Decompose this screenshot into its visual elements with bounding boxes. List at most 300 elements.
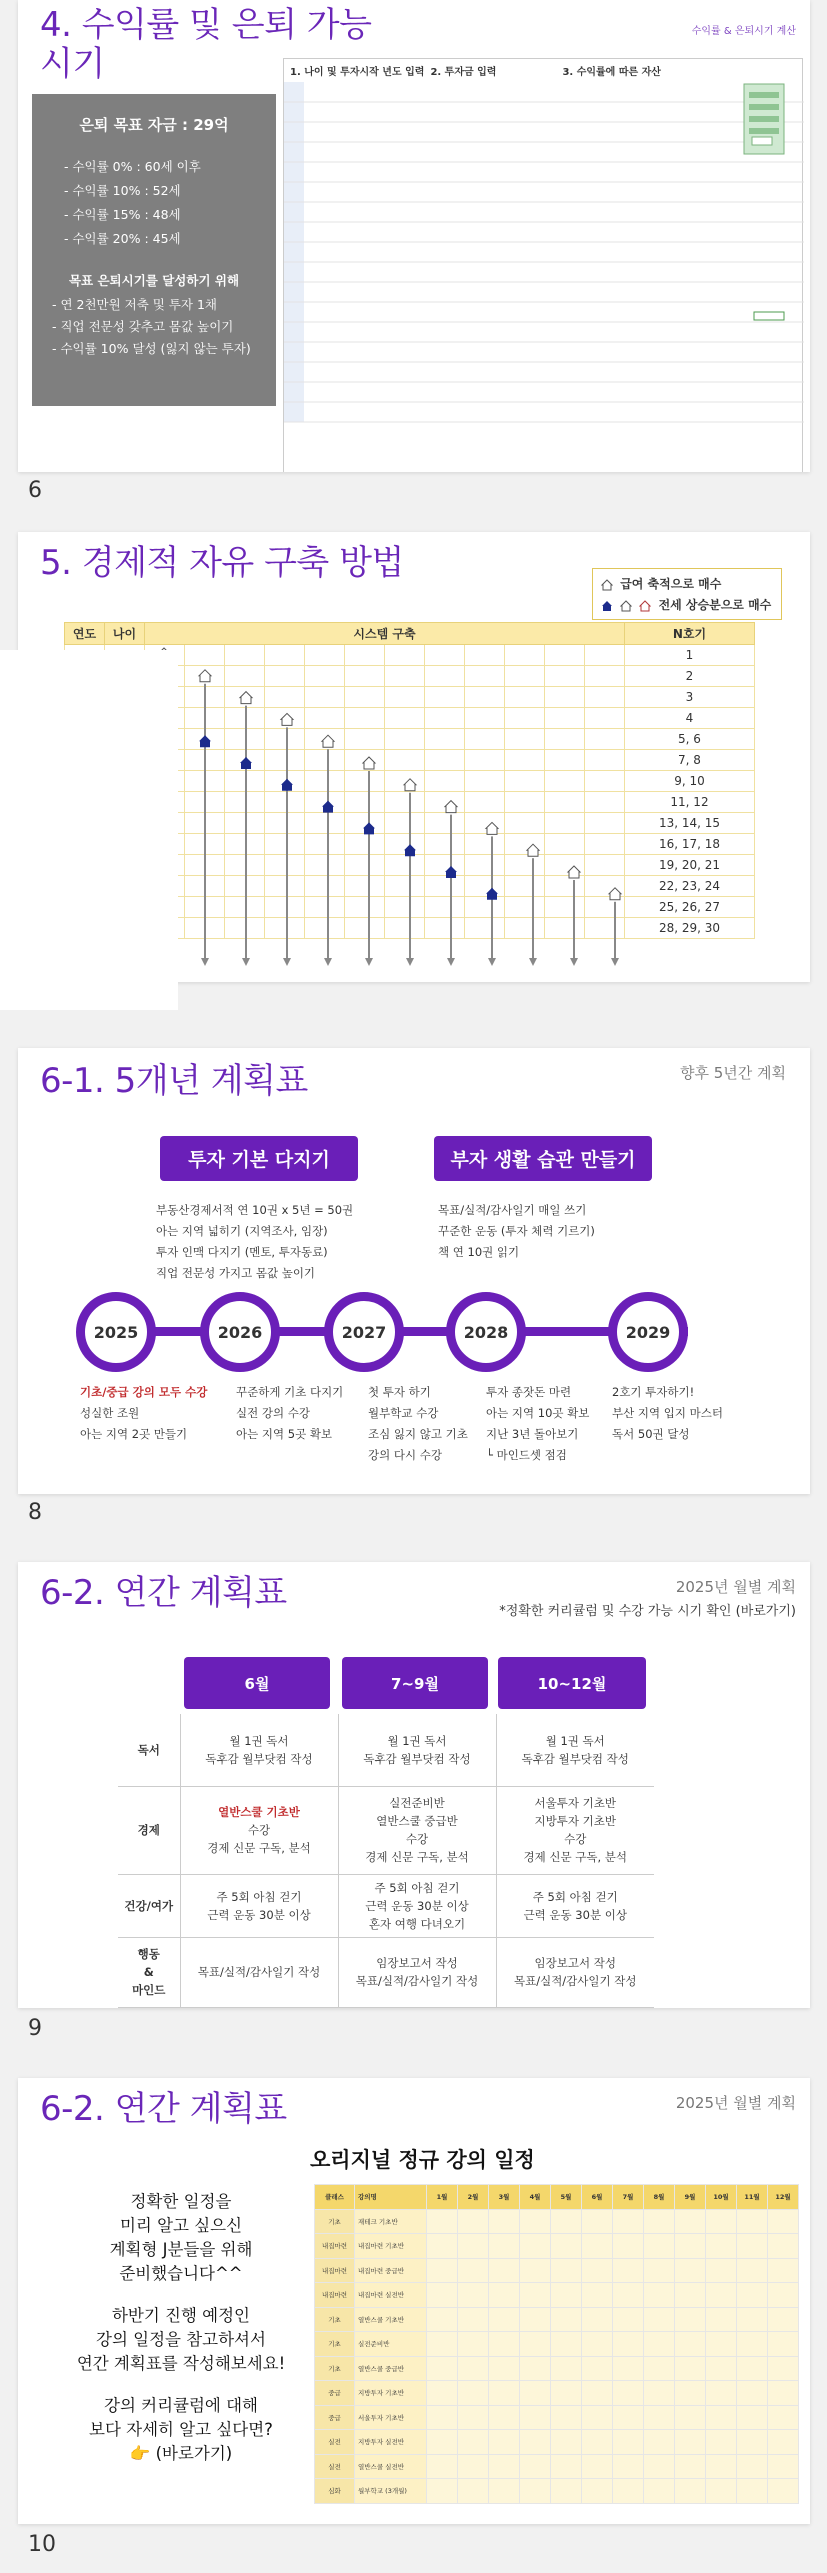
system-cell bbox=[345, 645, 385, 666]
intro-line: 정확한 일정을 bbox=[130, 2192, 232, 2211]
year-2028-items: 투자 종잣돈 마련 아는 지역 10곳 확보 지난 3년 돌아보기 └ 마인드셋 점검 bbox=[486, 1385, 590, 1462]
system-cell bbox=[385, 708, 425, 729]
page-number: 10 bbox=[28, 2532, 56, 2557]
system-cell bbox=[305, 792, 345, 813]
schedule-cell bbox=[489, 2332, 520, 2357]
schedule-cell: 내집마련 bbox=[315, 2283, 355, 2308]
schedule-cell bbox=[706, 2479, 737, 2504]
intro-line: 강의 커리큘럼에 대해 bbox=[104, 2396, 258, 2415]
system-cell bbox=[385, 729, 425, 750]
n-value: 1 bbox=[625, 645, 755, 666]
system-cell bbox=[265, 708, 305, 729]
schedule-cell bbox=[458, 2209, 489, 2234]
schedule-cell bbox=[613, 2307, 644, 2332]
schedule-cell bbox=[675, 2430, 706, 2455]
system-cell bbox=[585, 771, 625, 792]
system-cell bbox=[265, 750, 305, 771]
month-june: 6월 bbox=[184, 1657, 330, 1709]
system-cell bbox=[265, 855, 305, 876]
system-cell bbox=[305, 855, 345, 876]
schedule-cell bbox=[706, 2454, 737, 2479]
system-cell bbox=[265, 666, 305, 687]
month-jul-sep: 7~9월 bbox=[342, 1657, 488, 1709]
arrow-head bbox=[324, 958, 332, 966]
schedule-header: 클래스 bbox=[315, 2185, 355, 2210]
schedule-table bbox=[314, 2184, 799, 2504]
schedule-cell bbox=[520, 2479, 551, 2504]
schedule-cell bbox=[551, 2234, 582, 2259]
schedule-cell: 열반스쿨 중급반 bbox=[355, 2356, 427, 2381]
slide-title: 4. 수익률 및 은퇴 가능 시기 bbox=[40, 5, 372, 85]
schedule-cell: 열반스쿨 실전반 bbox=[355, 2454, 427, 2479]
n-value: 5, 6 bbox=[625, 729, 755, 750]
system-cell bbox=[385, 918, 425, 939]
schedule-cell bbox=[489, 2430, 520, 2455]
schedule-cell bbox=[675, 2332, 706, 2357]
schedule-cell bbox=[613, 2234, 644, 2259]
retirement-summary-box bbox=[32, 94, 276, 406]
schedule-cell bbox=[520, 2381, 551, 2406]
schedule-cell bbox=[644, 2307, 675, 2332]
schedule-cell bbox=[489, 2454, 520, 2479]
schedule-cell bbox=[458, 2381, 489, 2406]
intro-line: 연간 계획표를 작성해보세요! bbox=[76, 2354, 286, 2373]
schedule-cell: 내집마련 실전반 bbox=[355, 2283, 427, 2308]
schedule-cell bbox=[551, 2405, 582, 2430]
system-cell bbox=[545, 813, 585, 834]
system-cell bbox=[465, 729, 505, 750]
house-blue-icon bbox=[601, 600, 613, 612]
schedule-cell bbox=[551, 2332, 582, 2357]
schedule-cell: 내집마련 중급반 bbox=[355, 2258, 427, 2283]
system-cell bbox=[465, 771, 505, 792]
system-cell bbox=[505, 855, 545, 876]
schedule-cell bbox=[675, 2356, 706, 2381]
intro-line: 미리 알고 싶으신 bbox=[119, 2216, 243, 2235]
schedule-cell bbox=[551, 2381, 582, 2406]
schedule-cell bbox=[644, 2234, 675, 2259]
slide-retirement bbox=[18, 0, 810, 472]
n-value: 13, 14, 15 bbox=[625, 813, 755, 834]
system-cell bbox=[185, 729, 225, 750]
slide-annual-plan bbox=[18, 1562, 810, 2008]
system-cell bbox=[345, 771, 385, 792]
system-cell bbox=[505, 813, 545, 834]
system-cell bbox=[505, 687, 545, 708]
schedule-cell: 지방투자 실전반 bbox=[355, 2430, 427, 2455]
system-cell bbox=[425, 708, 465, 729]
system-cell bbox=[225, 708, 265, 729]
n-value: 4 bbox=[625, 708, 755, 729]
system-cell bbox=[305, 729, 345, 750]
year-2028: 2028 bbox=[446, 1292, 526, 1372]
year-2026: 2026 bbox=[200, 1292, 280, 1372]
schedule-cell: 기초 bbox=[315, 2209, 355, 2234]
schedule-cell bbox=[644, 2283, 675, 2308]
schedule-cell bbox=[427, 2283, 458, 2308]
arrow-head bbox=[570, 958, 578, 966]
intro-line bbox=[76, 2286, 286, 2304]
system-cell bbox=[265, 645, 305, 666]
system-cell bbox=[465, 834, 505, 855]
system-cell bbox=[345, 750, 385, 771]
schedule-cell: 실전준비반 bbox=[355, 2332, 427, 2357]
schedule-cell: 내집마련 bbox=[315, 2258, 355, 2283]
rate-line: - 수익률 10% : 52세 bbox=[64, 183, 181, 198]
schedule-cell bbox=[768, 2430, 799, 2455]
slide-subtitle: 2025년 월별 계획 bbox=[675, 1578, 796, 1596]
page-number: 8 bbox=[28, 1500, 42, 1525]
system-cell bbox=[425, 855, 465, 876]
system-cell bbox=[585, 918, 625, 939]
schedule-cell bbox=[582, 2405, 613, 2430]
schedule-cell bbox=[520, 2258, 551, 2283]
year-2025-items: 기초/중급 강의 모두 수강 성실한 조원 아는 지역 2곳 만들기 bbox=[80, 1385, 208, 1441]
schedule-cell bbox=[458, 2332, 489, 2357]
schedule-cell bbox=[768, 2258, 799, 2283]
schedule-header: 4월 bbox=[520, 2185, 551, 2210]
schedule-header: 12월 bbox=[768, 2185, 799, 2210]
system-cell bbox=[425, 729, 465, 750]
slide-subtitle: 수익률 & 은퇴시기 계산 bbox=[691, 26, 796, 37]
schedule-cell bbox=[582, 2479, 613, 2504]
schedule-cell bbox=[613, 2381, 644, 2406]
intro-line bbox=[76, 2376, 286, 2394]
schedule-cell bbox=[737, 2332, 768, 2357]
sheet-header: 2. 투자금 입력 bbox=[430, 67, 497, 78]
annual-table: 독서 월 1권 독서 독후감 월부닷컴 작성 월 1권 독서 독후감 월부닷컴 작성 월 1권 독서 독후감 월부닷컴 작성 경제 열반스쿨 기초반 수강 경제 신문 구독, 분석 실전준비반 열반스쿨 중급반 수강 경제 신문 구독, 분석 서울투자 기초반 지방투자 기초반 수강 경제 신문 구독, 분석 건강/여가 주 5회 아침 걷기 근력 운동 30분 이상 주 5회 아침 걷기 근력 운동 30분 이상 혼자 여행 다녀오기 주 5회 아침 걷기 근력 운동 30분 이상 행동 & 마인드 목표/실적/감사일기 작성 임장보고서 작성 목표/실적/감사일기 작성 임장보고서 작성 목표/실적/감사일기 작성 bbox=[118, 1714, 654, 2008]
system-cell bbox=[225, 666, 265, 687]
schedule-cell bbox=[737, 2283, 768, 2308]
schedule-cell bbox=[644, 2405, 675, 2430]
system-cell bbox=[465, 792, 505, 813]
system-cell bbox=[545, 729, 585, 750]
schedule-cell bbox=[489, 2479, 520, 2504]
col-header: 나이 bbox=[105, 623, 145, 645]
system-cell bbox=[465, 813, 505, 834]
overlay-panel bbox=[0, 650, 178, 1010]
system-cell bbox=[225, 750, 265, 771]
schedule-cell bbox=[427, 2307, 458, 2332]
schedule-cell bbox=[520, 2405, 551, 2430]
schedule-header: 5월 bbox=[551, 2185, 582, 2210]
schedule-header: 10월 bbox=[706, 2185, 737, 2210]
house-outline-icon bbox=[601, 579, 613, 591]
system-cell bbox=[345, 834, 385, 855]
slide-lecture-schedule bbox=[18, 2078, 810, 2524]
schedule-cell bbox=[768, 2479, 799, 2504]
schedule-cell bbox=[737, 2479, 768, 2504]
system-cell bbox=[505, 792, 545, 813]
schedule-cell bbox=[675, 2258, 706, 2283]
system-cell bbox=[185, 876, 225, 897]
year-2027: 2027 bbox=[324, 1292, 404, 1372]
schedule-header: 1월 bbox=[427, 2185, 458, 2210]
system-cell bbox=[265, 729, 305, 750]
schedule-cell bbox=[427, 2209, 458, 2234]
rate-line: - 수익률 0% : 60세 이후 bbox=[64, 159, 201, 174]
house-outline-icon bbox=[620, 600, 632, 612]
system-cell bbox=[185, 834, 225, 855]
system-cell bbox=[345, 876, 385, 897]
schedule-cell bbox=[675, 2454, 706, 2479]
goal-line: - 직업 전문성 갖추고 몸값 높이기 bbox=[52, 319, 234, 334]
schedule-cell bbox=[520, 2356, 551, 2381]
system-cell bbox=[265, 897, 305, 918]
system-cell bbox=[585, 855, 625, 876]
system-cell bbox=[225, 876, 265, 897]
schedule-cell bbox=[737, 2258, 768, 2283]
system-cell bbox=[305, 897, 345, 918]
n-value: 7, 8 bbox=[625, 750, 755, 771]
system-cell bbox=[225, 834, 265, 855]
system-cell bbox=[545, 792, 585, 813]
arrow-head bbox=[406, 958, 414, 966]
schedule-cell bbox=[551, 2356, 582, 2381]
highlight-course: 열반스쿨 기초반 bbox=[218, 1805, 300, 1819]
schedule-cell bbox=[706, 2307, 737, 2332]
schedule-cell: 서울투자 기초반 bbox=[355, 2405, 427, 2430]
system-cell bbox=[465, 750, 505, 771]
schedule-heading: 오리지널 정규 강의 일정 bbox=[310, 2148, 535, 2172]
schedule-cell bbox=[520, 2209, 551, 2234]
system-cell bbox=[225, 771, 265, 792]
system-cell bbox=[545, 918, 585, 939]
schedule-cell bbox=[675, 2479, 706, 2504]
schedule-cell bbox=[768, 2209, 799, 2234]
schedule-cell bbox=[644, 2381, 675, 2406]
schedule-cell bbox=[427, 2234, 458, 2259]
sheet-grid bbox=[284, 82, 804, 472]
box-title: 은퇴 목표 자금 : 29억 bbox=[79, 116, 229, 134]
system-cell bbox=[305, 666, 345, 687]
system-cell bbox=[505, 645, 545, 666]
n-value: 16, 17, 18 bbox=[625, 834, 755, 855]
system-cell bbox=[585, 687, 625, 708]
system-cell bbox=[585, 729, 625, 750]
intro-line: 보다 자세히 알고 싶다면? bbox=[89, 2420, 273, 2439]
rate-line: - 수익률 20% : 45세 bbox=[64, 231, 181, 246]
intro-line: 👉 (바로가기) bbox=[129, 2444, 233, 2463]
schedule-header: 7월 bbox=[613, 2185, 644, 2210]
schedule-cell bbox=[675, 2283, 706, 2308]
rate-line: - 수익률 15% : 48세 bbox=[64, 207, 181, 222]
system-cell bbox=[425, 645, 465, 666]
schedule-cell bbox=[613, 2283, 644, 2308]
system-cell bbox=[345, 729, 385, 750]
schedule-cell bbox=[768, 2307, 799, 2332]
schedule-cell bbox=[520, 2332, 551, 2357]
schedule-cell bbox=[644, 2258, 675, 2283]
page-number: 9 bbox=[28, 2016, 42, 2041]
system-cell bbox=[545, 855, 585, 876]
system-cell bbox=[225, 645, 265, 666]
system-cell bbox=[585, 645, 625, 666]
system-cell bbox=[585, 876, 625, 897]
system-cell bbox=[425, 792, 465, 813]
schedule-cell bbox=[706, 2356, 737, 2381]
system-cell bbox=[225, 729, 265, 750]
system-cell bbox=[185, 666, 225, 687]
schedule-header: 11월 bbox=[737, 2185, 768, 2210]
legend-item-salary: 급여 축적으로 매수 bbox=[601, 575, 773, 592]
schedule-cell: 기초 bbox=[315, 2356, 355, 2381]
col-header: 시스템 구축 bbox=[145, 623, 625, 645]
system-cell bbox=[265, 918, 305, 939]
col-header: 연도 bbox=[65, 623, 105, 645]
schedule-cell: 재테크 기초반 bbox=[355, 2209, 427, 2234]
schedule-cell: 중급 bbox=[315, 2381, 355, 2406]
schedule-cell bbox=[458, 2405, 489, 2430]
schedule-cell bbox=[582, 2258, 613, 2283]
system-cell bbox=[345, 687, 385, 708]
schedule-cell bbox=[551, 2258, 582, 2283]
system-cell bbox=[425, 687, 465, 708]
schedule-cell bbox=[458, 2283, 489, 2308]
slide-title: 6-1. 5개년 계획표 bbox=[40, 1061, 308, 1101]
system-cell bbox=[185, 645, 225, 666]
schedule-header: 강의명 bbox=[355, 2185, 427, 2210]
goal-heading: 목표 은퇴시기를 달성하기 위해 bbox=[68, 273, 240, 288]
arrow-head bbox=[529, 958, 537, 966]
col-header: N호기 bbox=[625, 623, 755, 645]
system-cell bbox=[545, 645, 585, 666]
schedule-header: 8월 bbox=[644, 2185, 675, 2210]
page-number: 6 bbox=[28, 478, 42, 503]
system-cell bbox=[185, 687, 225, 708]
system-cell bbox=[225, 855, 265, 876]
system-cell bbox=[265, 792, 305, 813]
schedule-cell bbox=[427, 2454, 458, 2479]
system-cell bbox=[425, 876, 465, 897]
schedule-cell: 내집마련 기초반 bbox=[355, 2234, 427, 2259]
system-cell bbox=[385, 855, 425, 876]
slide-five-year-plan bbox=[18, 1048, 810, 1494]
schedule-cell bbox=[458, 2479, 489, 2504]
schedule-cell bbox=[520, 2234, 551, 2259]
schedule-cell bbox=[582, 2430, 613, 2455]
system-cell bbox=[225, 792, 265, 813]
schedule-cell bbox=[768, 2234, 799, 2259]
system-cell bbox=[505, 708, 545, 729]
schedule-cell bbox=[706, 2405, 737, 2430]
system-cell bbox=[465, 687, 505, 708]
schedule-cell bbox=[489, 2234, 520, 2259]
system-cell bbox=[505, 666, 545, 687]
schedule-cell bbox=[768, 2405, 799, 2430]
intro-line: 강의 일정을 참고하셔서 bbox=[96, 2330, 266, 2349]
system-cell bbox=[585, 813, 625, 834]
system-cell bbox=[265, 813, 305, 834]
schedule-cell bbox=[737, 2405, 768, 2430]
schedule-cell bbox=[582, 2356, 613, 2381]
schedule-cell bbox=[644, 2356, 675, 2381]
system-cell bbox=[545, 834, 585, 855]
schedule-cell bbox=[582, 2234, 613, 2259]
schedule-cell bbox=[489, 2356, 520, 2381]
system-cell bbox=[505, 834, 545, 855]
slide-subtitle: 2025년 월별 계획 bbox=[675, 2094, 796, 2112]
system-cell bbox=[185, 771, 225, 792]
schedule-cell bbox=[458, 2307, 489, 2332]
n-value: 11, 12 bbox=[625, 792, 755, 813]
system-cell bbox=[185, 918, 225, 939]
intro-line: 하반기 진행 예정인 bbox=[111, 2306, 250, 2325]
schedule-cell bbox=[427, 2356, 458, 2381]
schedule-cell bbox=[644, 2209, 675, 2234]
schedule-cell bbox=[582, 2283, 613, 2308]
system-cell bbox=[505, 750, 545, 771]
system-cell bbox=[225, 918, 265, 939]
system-cell bbox=[465, 855, 505, 876]
schedule-cell bbox=[613, 2454, 644, 2479]
schedule-cell bbox=[737, 2234, 768, 2259]
schedule-cell bbox=[520, 2430, 551, 2455]
schedule-cell bbox=[737, 2454, 768, 2479]
system-cell bbox=[385, 666, 425, 687]
schedule-cell bbox=[706, 2430, 737, 2455]
schedule-cell bbox=[582, 2209, 613, 2234]
sheet-header: 1. 나이 및 투자시작 년도 입력 bbox=[290, 67, 425, 78]
system-cell bbox=[505, 729, 545, 750]
schedule-cell bbox=[551, 2307, 582, 2332]
schedule-cell bbox=[706, 2283, 737, 2308]
slide-title: 6-2. 연간 계획표 bbox=[40, 1573, 287, 1613]
schedule-cell bbox=[706, 2381, 737, 2406]
system-cell bbox=[385, 750, 425, 771]
system-cell bbox=[545, 771, 585, 792]
schedule-header: 9월 bbox=[675, 2185, 706, 2210]
schedule-cell bbox=[551, 2430, 582, 2455]
year-2027-items: 첫 투자 하기 월부학교 수강 조심 잃지 않고 기초 강의 다시 수강 bbox=[368, 1385, 468, 1462]
system-cell bbox=[185, 897, 225, 918]
curriculum-note[interactable]: *정확한 커리큘럼 및 수강 가능 시기 확인 (바로가기) bbox=[499, 1604, 796, 1619]
schedule-cell: 중급 bbox=[315, 2405, 355, 2430]
schedule-cell bbox=[675, 2234, 706, 2259]
spreadsheet-screenshot bbox=[283, 58, 803, 472]
schedule-cell bbox=[551, 2479, 582, 2504]
n-value: 9, 10 bbox=[625, 771, 755, 792]
schedule-cell: 월부학교 (3개월) bbox=[355, 2479, 427, 2504]
schedule-cell bbox=[737, 2430, 768, 2455]
schedule-cell bbox=[768, 2454, 799, 2479]
schedule-cell bbox=[613, 2332, 644, 2357]
system-cell bbox=[305, 834, 345, 855]
system-cell bbox=[505, 771, 545, 792]
schedule-cell bbox=[489, 2405, 520, 2430]
system-cell bbox=[305, 876, 345, 897]
arrow-head bbox=[365, 958, 373, 966]
system-cell bbox=[345, 918, 385, 939]
schedule-cell bbox=[613, 2209, 644, 2234]
schedule-cell bbox=[675, 2307, 706, 2332]
schedule-cell bbox=[489, 2258, 520, 2283]
system-cell bbox=[305, 918, 345, 939]
system-cell bbox=[345, 708, 385, 729]
n-value: 28, 29, 30 bbox=[625, 918, 755, 939]
system-cell bbox=[425, 918, 465, 939]
year-2026-items: 꾸준하게 기초 다지기 실전 강의 수강 아는 지역 5곳 확보 bbox=[236, 1385, 344, 1441]
schedule-cell bbox=[489, 2307, 520, 2332]
system-cell bbox=[265, 834, 305, 855]
schedule-cell bbox=[706, 2209, 737, 2234]
schedule-header: 6월 bbox=[582, 2185, 613, 2210]
system-cell bbox=[385, 687, 425, 708]
schedule-cell bbox=[551, 2283, 582, 2308]
system-cell bbox=[225, 897, 265, 918]
goal-line: - 수익률 10% 달성 (잃지 않는 투자) bbox=[52, 341, 251, 356]
schedule-cell: 실전 bbox=[315, 2454, 355, 2479]
